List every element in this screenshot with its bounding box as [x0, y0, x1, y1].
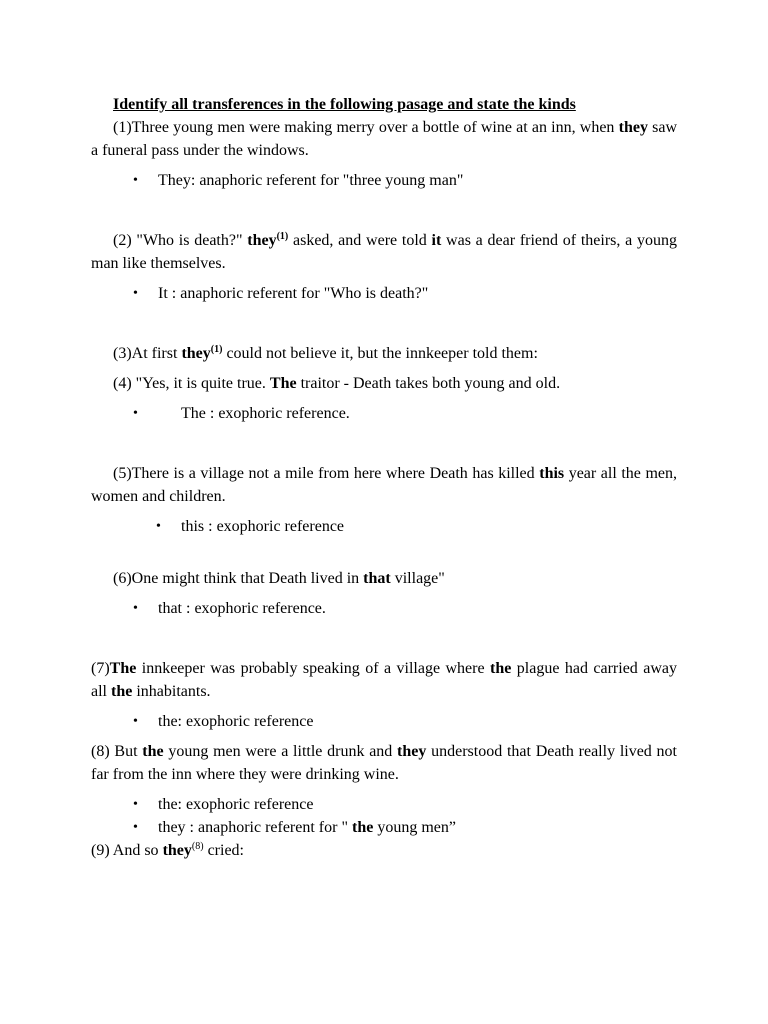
- paragraph-3-superscript: (1): [210, 344, 223, 355]
- bullet-item-7: [91, 793, 677, 816]
- paragraph-6: [91, 567, 677, 590]
- bullet-item-8: [91, 816, 677, 839]
- bullet-dot: •: [133, 406, 138, 421]
- paragraph-7-keyword-the-3: the: [111, 683, 133, 700]
- paragraph-7-keyword-the-1: The: [109, 660, 137, 677]
- paragraph-8-keyword-they: they: [397, 743, 427, 760]
- document-title: Identify all transferences in the following pasage and state the kinds: [113, 96, 576, 113]
- paragraph-9-superscript: (8): [191, 841, 204, 852]
- bullet-dot: •: [133, 714, 138, 729]
- bullet-item-2: [91, 282, 677, 305]
- paragraph-4: [91, 372, 677, 395]
- paragraph-2-text-a: (2) "Who is death?": [113, 232, 248, 249]
- bullet-dot: •: [133, 601, 138, 616]
- paragraph-3-text-a: (3)At first: [113, 345, 182, 362]
- bullet-item-7-text: the: exophoric reference: [158, 796, 314, 813]
- paragraph-1-text-a: (1)Three young men were making merry over a bottle of wine at an inn, when: [113, 119, 619, 136]
- paragraph-5-keyword-this: this: [539, 465, 565, 482]
- paragraph-2-superscript: (1): [276, 231, 289, 242]
- bullet-item-2-text: It : anaphoric referent for "Who is death?": [158, 285, 429, 302]
- paragraph-2-keyword-it: it: [431, 232, 442, 249]
- paragraph-3-keyword-they: they: [181, 345, 211, 362]
- bullet-item-8-text-a: they : anaphoric referent for ": [158, 819, 352, 836]
- paragraph-7: [91, 657, 677, 703]
- paragraph-2-keyword-they: they: [247, 232, 277, 249]
- paragraph-8-text-b: young men were a little drunk and: [163, 743, 398, 760]
- paragraph-9-keyword-they: they: [162, 842, 192, 859]
- paragraph-9: [91, 839, 677, 862]
- bullet-dot: •: [133, 797, 138, 812]
- bullet-item-3: [91, 402, 677, 425]
- bullet-item-6: [91, 710, 677, 733]
- bullet-item-4-text: this : exophoric reference: [181, 518, 345, 535]
- paragraph-9-text-b: cried:: [203, 842, 244, 859]
- paragraph-7-text-a: (7): [91, 660, 110, 677]
- paragraph-1-keyword-they: they: [618, 119, 648, 136]
- bullet-item-6-text: the: exophoric reference: [158, 713, 314, 730]
- paragraph-4-text-b: traitor - Death takes both young and old.: [296, 375, 561, 392]
- paragraph-8-text-c: understood that Death really lived not far from the inn where they were drinking wine.: [91, 743, 677, 783]
- bullet-item-3-text: The : exophoric reference.: [181, 405, 350, 422]
- paragraph-2-text-b: asked, and were told: [288, 232, 432, 249]
- bullet-item-8-text-b: young men”: [373, 819, 456, 836]
- paragraph-1-text-b: saw a funeral pass under the windows.: [91, 119, 677, 159]
- paragraph-3: [91, 342, 677, 365]
- paragraph-4-keyword-the: The: [269, 375, 297, 392]
- paragraph-2-text-c: was a dear friend of theirs, a young man like themselves.: [91, 232, 677, 272]
- paragraph-8-keyword-the: the: [142, 743, 164, 760]
- paragraph-6-keyword-that: that: [363, 570, 391, 587]
- paragraph-9-text-a: (9) And so: [91, 842, 163, 859]
- paragraph-7-keyword-the-2: the: [490, 660, 512, 677]
- bullet-dot: •: [133, 820, 138, 835]
- paragraph-8-text-a: (8) But: [91, 743, 143, 760]
- bullet-item-8-keyword-the: the: [352, 819, 374, 836]
- paragraph-7-text-b: innkeeper was probably speaking of a village where: [136, 660, 491, 677]
- paragraph-8: [91, 740, 677, 786]
- bullet-dot: •: [133, 286, 138, 301]
- bullet-item-4: [91, 515, 677, 538]
- paragraph-6-text-a: (6)One might think that Death lived in: [113, 570, 364, 587]
- paragraph-5: [91, 462, 677, 508]
- paragraph-4-text-a: (4) "Yes, it is quite true.: [113, 375, 270, 392]
- paragraph-2: [91, 229, 677, 275]
- bullet-dot: •: [156, 519, 161, 534]
- paragraph-5-text-b: year all the men, women and children.: [91, 465, 677, 505]
- bullet-dot: •: [133, 173, 138, 188]
- paragraph-7-text-c: plague had carried away all: [91, 660, 677, 700]
- bullet-item-5: [91, 597, 677, 620]
- paragraph-5-text-a: (5)There is a village not a mile from here where Death has killed: [113, 465, 540, 482]
- bullet-item-5-text: that : exophoric reference.: [158, 600, 326, 617]
- bullet-item-8-text: [158, 816, 456, 839]
- bullet-item-1: [91, 169, 677, 192]
- paragraph-6-text-b: village": [390, 570, 445, 587]
- paragraph-1: [91, 116, 677, 162]
- paragraph-7-text-d: inhabitants.: [132, 683, 211, 700]
- document-page: [91, 93, 677, 862]
- paragraph-3-text-b: could not believe it, but the innkeeper told them:: [222, 345, 538, 362]
- bullet-item-1-text: They: anaphoric referent for "three young man": [158, 172, 464, 189]
